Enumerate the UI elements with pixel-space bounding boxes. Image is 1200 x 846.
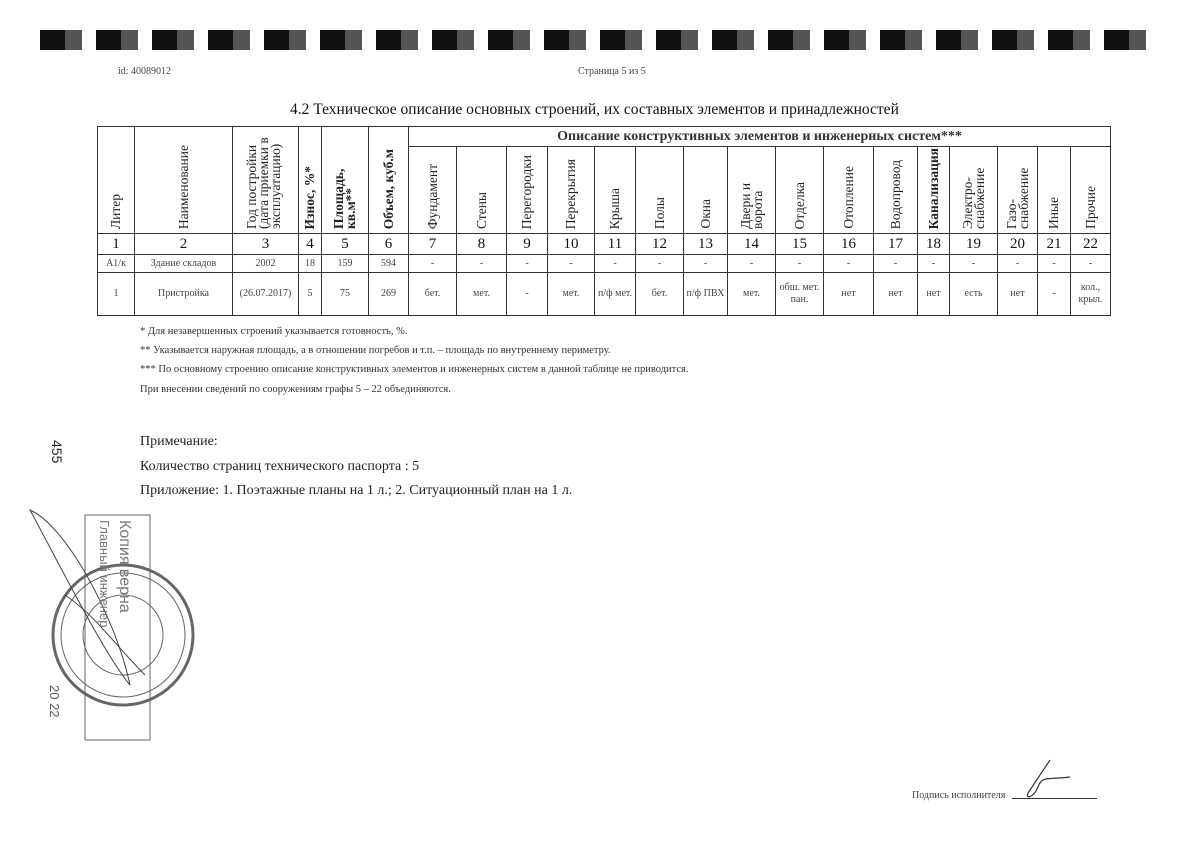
page-number: 455 bbox=[49, 440, 65, 464]
column-number: 6 bbox=[369, 234, 409, 255]
table-cell: 594 bbox=[369, 255, 409, 273]
table-cell: нет bbox=[824, 273, 874, 316]
col-header: Износ, %* bbox=[299, 127, 322, 234]
table-cell: - bbox=[1038, 255, 1071, 273]
col-header: Водопровод bbox=[874, 147, 918, 234]
table-cell: - bbox=[548, 255, 595, 273]
table-cell: - bbox=[1071, 255, 1111, 273]
table-cell: Пристройка bbox=[135, 273, 233, 316]
col-header: Электро-снабжение bbox=[950, 147, 998, 234]
scan-strip bbox=[40, 30, 1160, 50]
stamp-icon bbox=[25, 495, 195, 745]
table-cell: - bbox=[918, 255, 950, 273]
table-cell: бет. bbox=[409, 273, 457, 316]
table-cell: - bbox=[728, 255, 776, 273]
svg-text:Главный инженер: Главный инженер bbox=[97, 520, 112, 628]
col-header: Иные bbox=[1038, 147, 1071, 234]
table-cell: 18 bbox=[299, 255, 322, 273]
column-number: 5 bbox=[322, 234, 369, 255]
footnote: При внесении сведений по сооружениям графы 5 – 22 объединяются. bbox=[140, 384, 451, 395]
table-cell: - bbox=[409, 255, 457, 273]
table-cell: - bbox=[776, 255, 824, 273]
table-cell: есть bbox=[950, 273, 998, 316]
table-cell: кол., крыл. bbox=[1071, 273, 1111, 316]
column-number: 12 bbox=[636, 234, 684, 255]
col-header: Отопление bbox=[824, 147, 874, 234]
page-indicator: Страница 5 из 5 bbox=[578, 66, 646, 77]
table-cell: - bbox=[950, 255, 998, 273]
column-number: 21 bbox=[1038, 234, 1071, 255]
svg-text:Копия верна: Копия верна bbox=[116, 520, 133, 613]
table-cell: - bbox=[874, 255, 918, 273]
svg-text:20 22: 20 22 bbox=[47, 685, 62, 718]
column-number: 15 bbox=[776, 234, 824, 255]
footnote: * Для незавершенных строений указывается готовность, %. bbox=[140, 326, 408, 337]
column-number: 17 bbox=[874, 234, 918, 255]
document-id: id: 40089012 bbox=[118, 66, 172, 77]
column-number: 19 bbox=[950, 234, 998, 255]
column-number: 9 bbox=[507, 234, 548, 255]
col-header: Объем, куб.м bbox=[369, 127, 409, 234]
table-row bbox=[98, 273, 1111, 316]
column-number: 16 bbox=[824, 234, 874, 255]
column-number: 3 bbox=[233, 234, 299, 255]
column-number: 22 bbox=[1071, 234, 1111, 255]
technical-description-table bbox=[97, 126, 1111, 316]
col-header: Перекрытия bbox=[548, 147, 595, 234]
table-cell: п/ф мет. bbox=[595, 273, 636, 316]
table-cell: 75 bbox=[322, 273, 369, 316]
table-cell: А1/к bbox=[98, 255, 135, 273]
table-cell: - bbox=[824, 255, 874, 273]
table-cell: - bbox=[636, 255, 684, 273]
col-header: Прочие bbox=[1071, 147, 1111, 234]
table-row bbox=[98, 255, 1111, 273]
footnote: *** По основному строению описание конструктивных элементов и инженерных систем в данной таблице не приводится. bbox=[140, 364, 689, 375]
table-cell: мет. bbox=[457, 273, 507, 316]
table-cell: мет. bbox=[548, 273, 595, 316]
table-cell: - bbox=[684, 255, 728, 273]
column-number: 7 bbox=[409, 234, 457, 255]
column-number: 2 bbox=[135, 234, 233, 255]
table-cell: 1 bbox=[98, 273, 135, 316]
table-cell: нет bbox=[918, 273, 950, 316]
table-cell: нет bbox=[998, 273, 1038, 316]
col-header: Крыша bbox=[595, 147, 636, 234]
column-number: 10 bbox=[548, 234, 595, 255]
col-header: Полы bbox=[636, 147, 684, 234]
table-cell: - bbox=[507, 255, 548, 273]
column-number: 18 bbox=[918, 234, 950, 255]
footnote: ** Указывается наружная площадь, а в отношении погребов и т.п. – площадь по внутреннему периметру. bbox=[140, 345, 611, 356]
table-cell: Здание складов bbox=[135, 255, 233, 273]
column-number: 8 bbox=[457, 234, 507, 255]
col-header: Газо-снабжение bbox=[998, 147, 1038, 234]
table-cell: мет. bbox=[728, 273, 776, 316]
note-pages: Количество страниц технического паспорта : 5 bbox=[140, 459, 420, 474]
note-label: Примечание: bbox=[140, 434, 218, 449]
note-appendix: Приложение: 1. Поэтажные планы на 1 л.; 2. Ситуационный план на 1 л. bbox=[140, 483, 573, 498]
signature-label: Подпись исполнителя bbox=[912, 790, 1006, 801]
table-cell: - bbox=[595, 255, 636, 273]
column-number: 11 bbox=[595, 234, 636, 255]
table-cell: - bbox=[507, 273, 548, 316]
column-number: 1 bbox=[98, 234, 135, 255]
table-cell: 5 bbox=[299, 273, 322, 316]
signature-line bbox=[1012, 798, 1097, 799]
column-number: 4 bbox=[299, 234, 322, 255]
table-cell: - bbox=[1038, 273, 1071, 316]
table-cell: обш. мет. пан. bbox=[776, 273, 824, 316]
col-header: Двери и ворота bbox=[728, 147, 776, 234]
section-title: 4.2 Техническое описание основных строений, их составных элементов и принадлежностей bbox=[290, 101, 899, 118]
col-header: Стены bbox=[457, 147, 507, 234]
col-header: Литер bbox=[98, 127, 135, 234]
col-header: Наименование bbox=[135, 127, 233, 234]
col-header: Перегородки bbox=[507, 147, 548, 234]
col-header: Фундамент bbox=[409, 147, 457, 234]
column-number: 13 bbox=[684, 234, 728, 255]
table-cell: - bbox=[457, 255, 507, 273]
table-cell: 159 bbox=[322, 255, 369, 273]
column-number: 20 bbox=[998, 234, 1038, 255]
col-header: Площадь, кв.м** bbox=[322, 127, 369, 234]
col-header: Год постройки (дата приемки в эксплуатацию) bbox=[233, 127, 299, 234]
table-cell: (26.07.2017) bbox=[233, 273, 299, 316]
table-cell: 2002 bbox=[233, 255, 299, 273]
column-number: 14 bbox=[728, 234, 776, 255]
table-cell: 269 bbox=[369, 273, 409, 316]
table-cell: бет. bbox=[636, 273, 684, 316]
table-cell: - bbox=[998, 255, 1038, 273]
group-header: Описание конструктивных элементов и инженерных систем*** bbox=[409, 127, 1111, 147]
table-cell: п/ф ПВХ bbox=[684, 273, 728, 316]
col-header: Отделка bbox=[776, 147, 824, 234]
col-header: Канализация bbox=[918, 147, 950, 234]
col-header: Окна bbox=[684, 147, 728, 234]
table-cell: нет bbox=[874, 273, 918, 316]
